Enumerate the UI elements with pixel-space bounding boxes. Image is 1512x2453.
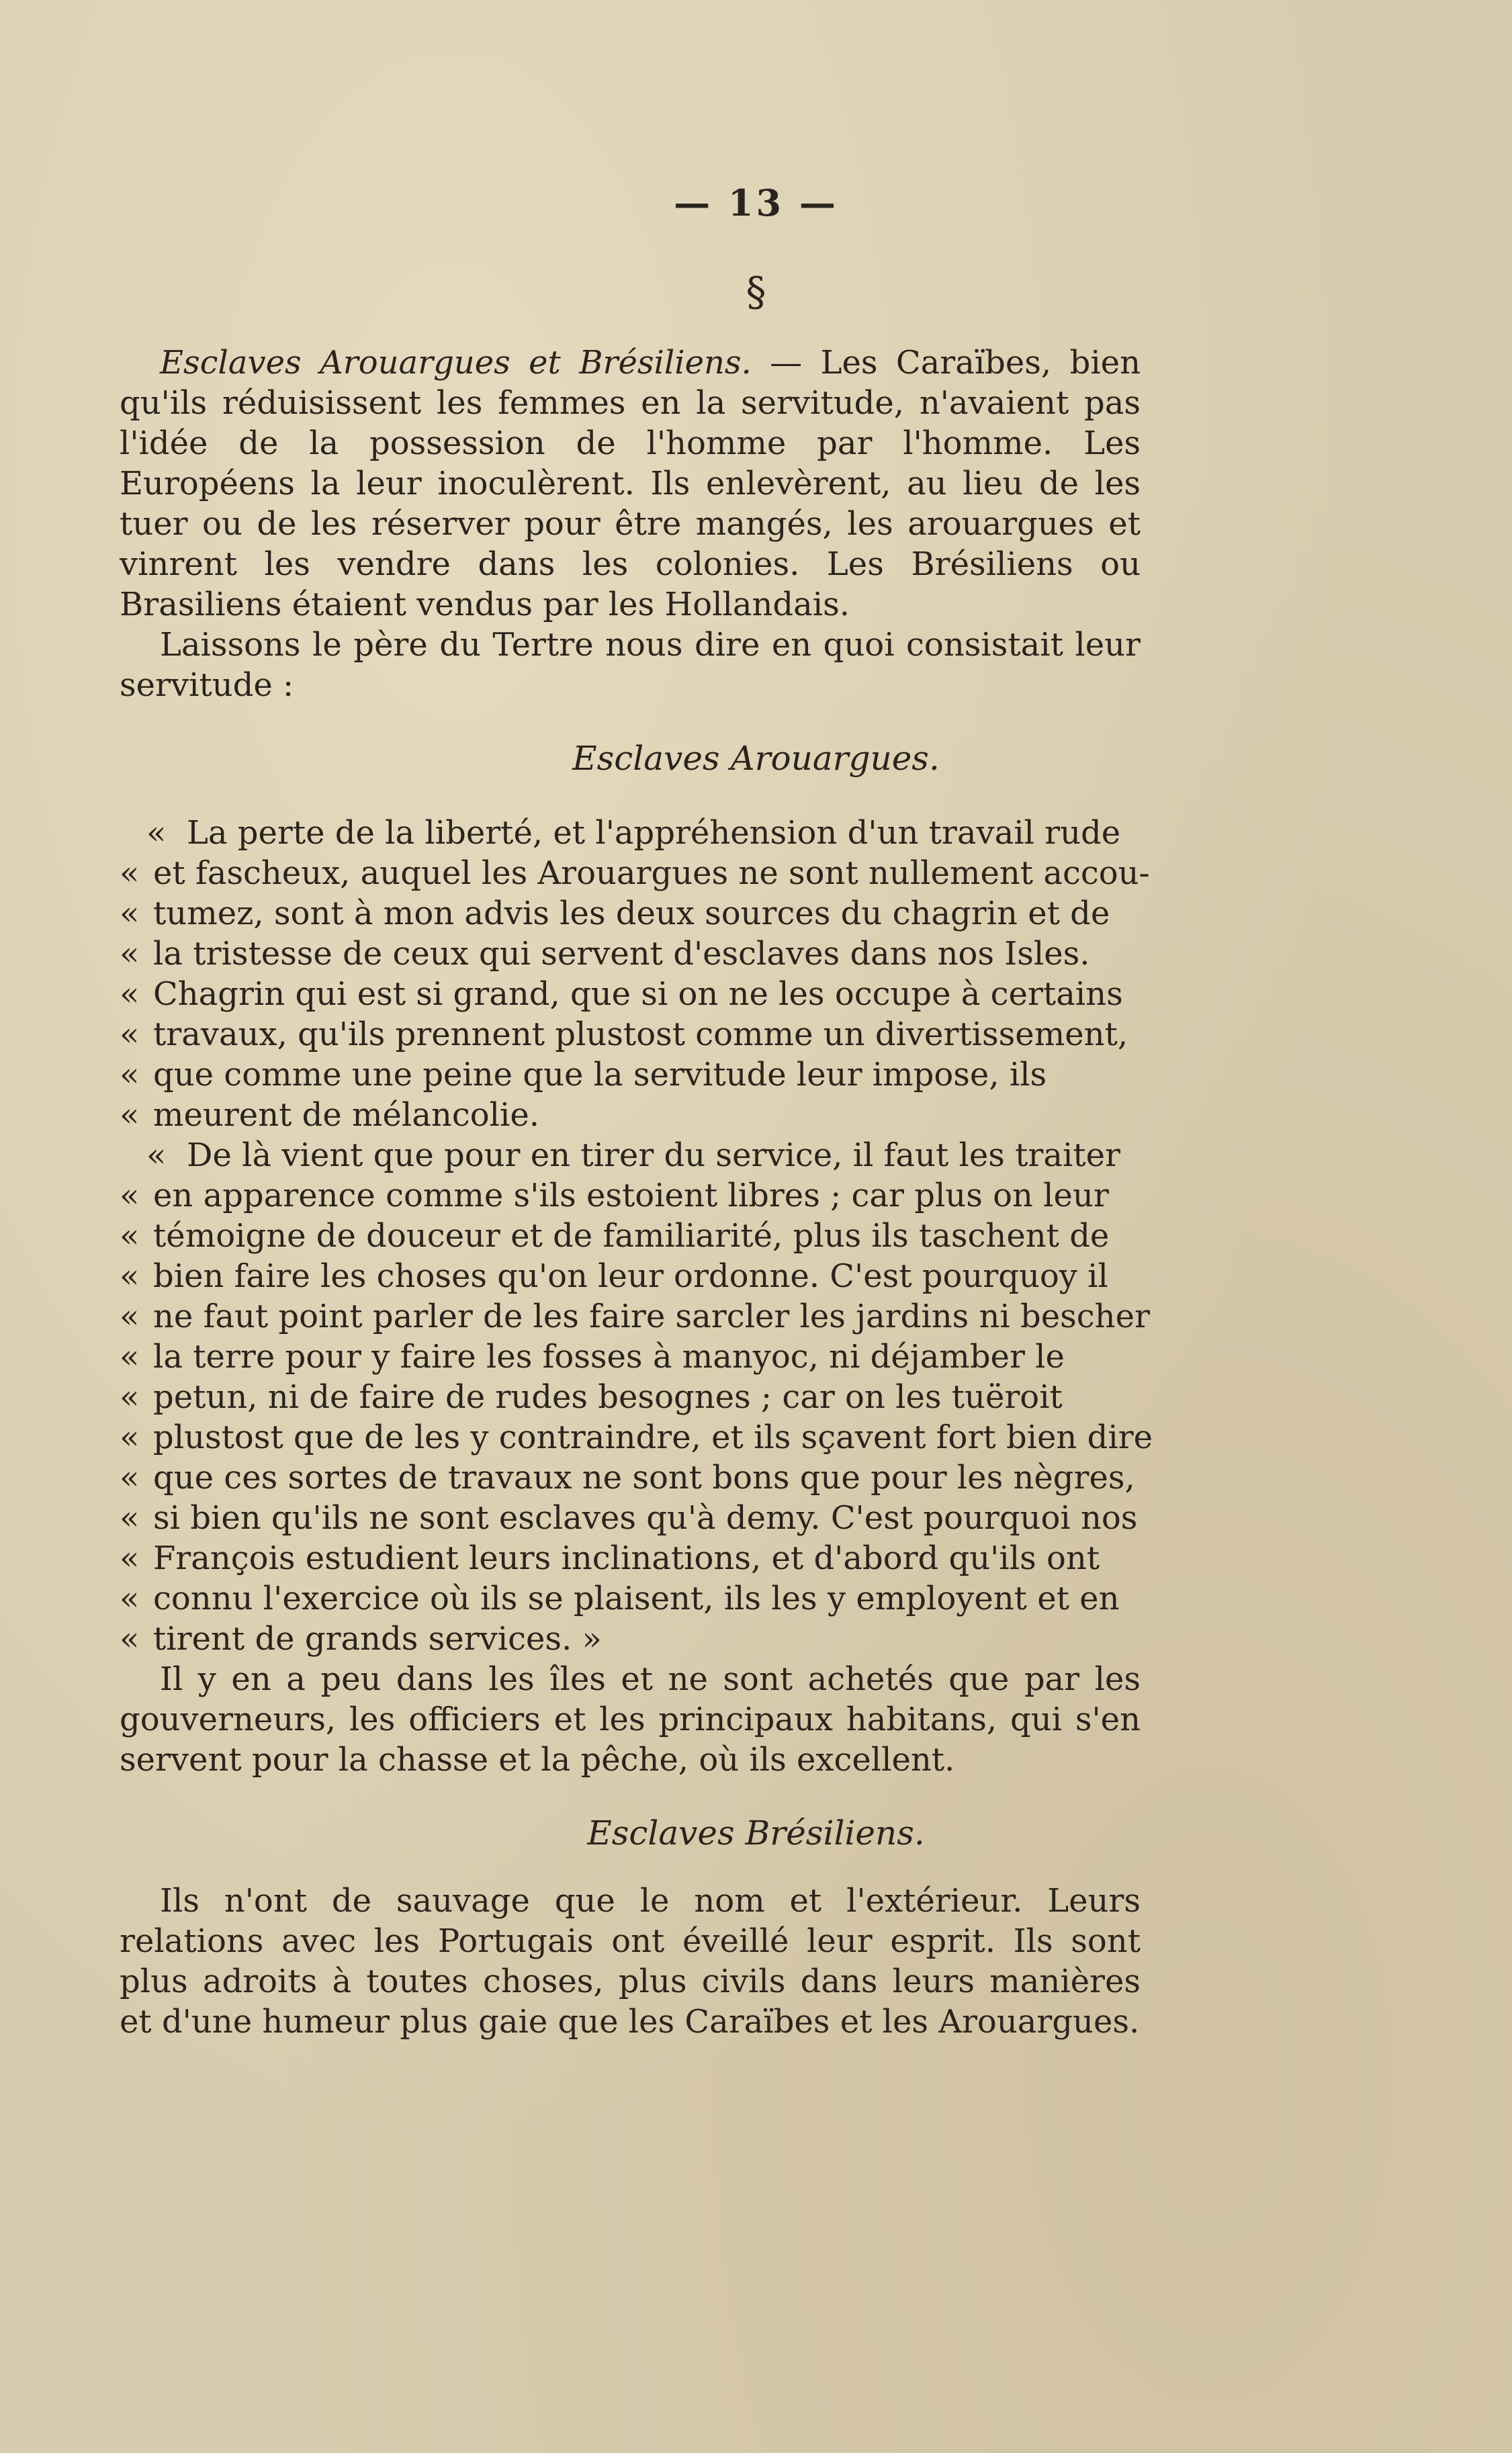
quote-line-text: plustost que de les y contraindre, et ils sçavent fort bien dire (153, 1419, 1153, 1456)
quote-line (120, 1175, 1141, 1216)
quote-line (120, 1095, 1141, 1135)
guillemet-mark: « (146, 814, 167, 852)
guillemet-mark: « (120, 1419, 140, 1456)
quote-line (120, 1296, 1150, 1337)
guillemet-mark: « (120, 854, 140, 892)
guillemet-mark: « (120, 1056, 140, 1094)
quote-line-text: travaux, qu'ils prennent plustost comme un divertissement, (153, 1016, 1128, 1053)
guillemet-mark: « (120, 975, 140, 1013)
quote-line (120, 1417, 1153, 1458)
quote-line-text: François estudient leurs inclinations, et d'abord qu'ils ont (153, 1540, 1100, 1577)
after-quote-paragraph: Il y en a peu dans les îles et ne sont achetés que par les gouverneurs, les officiers et les principaux habitans, qui s'en servent pour la chasse et la pêche, où ils excellent. (120, 1660, 1141, 1779)
quote-line-text: Chagrin qui est si grand, que si on ne les occupe à certains (153, 975, 1123, 1013)
quote-line-text: que comme une peine que la servitude leur impose, ils (153, 1056, 1047, 1094)
quote-line (120, 1498, 1141, 1538)
intro-paragraph (120, 343, 1141, 625)
page-number: — 13 — (674, 181, 838, 224)
quote-line (120, 1377, 1141, 1417)
quote-line (120, 974, 1141, 1014)
quote-line-text: en apparence comme s'ils estoient libres ; car plus on leur (153, 1177, 1109, 1214)
quote-line (120, 1337, 1141, 1377)
quote-line-text: tumez, sont à mon advis les deux sources du chagrin et de (153, 895, 1110, 932)
intro-block (120, 343, 1141, 705)
final-paragraph: Ils n'ont de sauvage que le nom et l'extérieur. Leurs relations avec les Portugais ont éveillé leur esprit. Ils sont plus adroits à toutes choses, plus civils dans leurs manières et d'une humeur plus gaie que les Caraïbes et les Arouargues. (120, 1882, 1141, 2041)
quote-line-text: et fascheux, auquel les Arouargues ne sont nullement accou- (153, 854, 1150, 892)
quote-line (120, 813, 1141, 853)
guillemet-mark: « (146, 1136, 167, 1174)
quote-line-text: témoigne de douceur et de familiarité, plus ils taschent de (153, 1217, 1110, 1255)
quote-line-text: connu l'exercice où ils se plaisent, ils les y employent et en (153, 1580, 1120, 1617)
guillemet-mark: « (120, 1378, 140, 1416)
final-block (120, 1881, 1141, 2042)
guillemet-mark: « (120, 1298, 140, 1335)
quote-line-text: La perte de la liberté, et l'appréhension d'un travail rude (187, 814, 1121, 852)
section-mark: § (746, 269, 766, 316)
quote-line (120, 1538, 1141, 1578)
guillemet-mark: « (120, 1257, 140, 1295)
after-quote-block (120, 1659, 1141, 1780)
quote-line (120, 853, 1150, 893)
guillemet-mark: « (120, 895, 140, 932)
quote-line (120, 1055, 1141, 1095)
quote-line-text: petun, ni de faire de rudes besognes ; car on les tuëroit (153, 1378, 1063, 1416)
quote-line (120, 1216, 1141, 1256)
guillemet-mark: « (120, 1177, 140, 1214)
quote-line-text: que ces sortes de travaux ne sont bons que pour les nègres, (153, 1459, 1135, 1497)
heading-bresiliens: Esclaves Brésiliens. (587, 1814, 925, 1853)
quote-line (120, 1256, 1141, 1296)
quote-line-text: si bien qu'ils ne sont esclaves qu'à demy. C'est pourquoi nos (153, 1499, 1138, 1537)
quote-line (120, 1135, 1141, 1175)
quote-line-text: la tristesse de ceux qui servent d'esclaves dans nos Isles. (153, 935, 1090, 973)
quote-line-text: la terre pour y faire les fosses à manyoc, ni déjamber le (153, 1338, 1065, 1376)
quote-line (120, 1578, 1141, 1619)
quote-line (120, 893, 1141, 934)
intro-text: — Les Caraïbes, bien qu'ils réduisissent les femmes en la servitude, n'avaient pas l'idée de la possession de l'homme par l'homme. Les Européens la leur inoculèrent. Ils enlevèrent, au lieu de les tuer ou de les réserver pour être mangés, les arouargues et vinrent les vendre dans les colonies. Les Brésiliens ou Brasiliens étaient vendus par les Hollandais. (120, 344, 1141, 623)
guillemet-mark: « (120, 1016, 140, 1053)
quote-line-text: tirent de grands services. » (153, 1620, 602, 1658)
quote-line (120, 1458, 1141, 1498)
guillemet-mark: « (120, 1620, 140, 1658)
guillemet-mark: « (120, 1580, 140, 1617)
guillemet-mark: « (120, 1096, 140, 1134)
quote-line-text: meurent de mélancolie. (153, 1096, 539, 1134)
quote-line-text: De là vient que pour en tirer du service, il faut les traiter (187, 1136, 1120, 1174)
intro-paragraph-2: Laissons le père du Tertre nous dire en quoi consistait leur servitude : (120, 626, 1141, 704)
guillemet-mark: « (120, 1459, 140, 1497)
quote-block (120, 813, 1153, 1659)
quote-line (120, 1619, 1141, 1659)
quote-line (120, 1014, 1141, 1055)
quote-line (120, 934, 1141, 974)
guillemet-mark: « (120, 1499, 140, 1537)
heading-arouargues: Esclaves Arouargues. (572, 739, 940, 778)
guillemet-mark: « (120, 1338, 140, 1376)
intro-title: Esclaves Arouargues et Brésiliens. (160, 344, 752, 382)
guillemet-mark: « (120, 935, 140, 973)
guillemet-mark: « (120, 1540, 140, 1577)
quote-line-text: bien faire les choses qu'on leur ordonne. C'est pourquoy il (153, 1257, 1108, 1295)
guillemet-mark: « (120, 1217, 140, 1255)
quote-line-text: ne faut point parler de les faire sarcler les jardins ni bescher (153, 1298, 1150, 1335)
